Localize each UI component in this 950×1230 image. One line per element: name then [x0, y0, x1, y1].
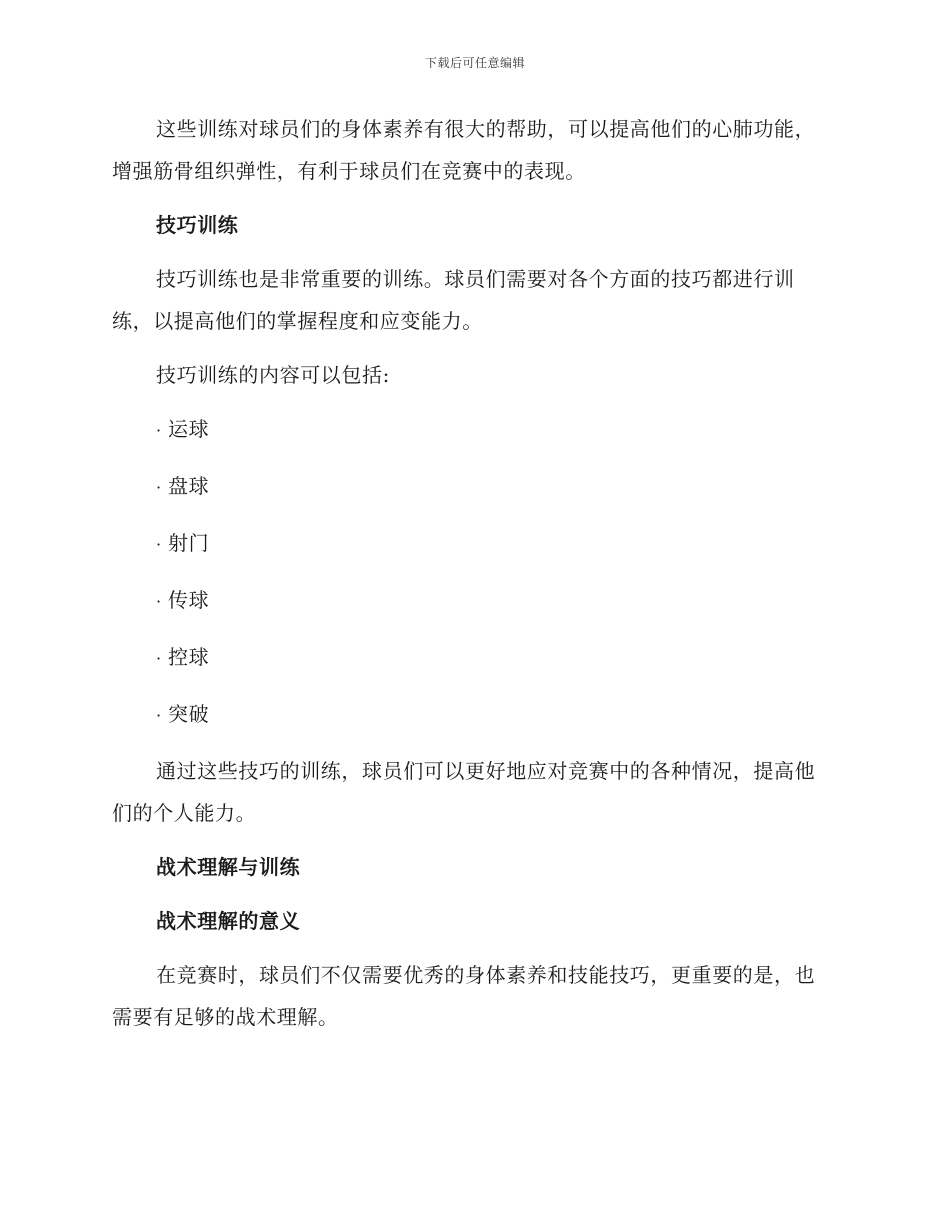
bullet-icon: ·	[156, 478, 162, 497]
list-item	[156, 522, 830, 566]
paragraph-skill-outcome: 通过这些技巧的训练，球员们可以更好地应对竞赛中的各种情况，提高他们的个人能力。	[112, 759, 816, 825]
paragraph-fitness-benefits: 这些训练对球员们的身体素养有很大的帮助，可以提高他们的心肺功能，增强筋骨组织弹性，有利于球员们在竞赛中的表现。	[112, 117, 816, 183]
list-item-text: 射门	[168, 531, 210, 555]
list-item	[156, 579, 830, 623]
list-item-text: 控球	[168, 645, 210, 669]
bullet-icon: ·	[156, 535, 162, 554]
heading-tactical-meaning: 战术理解的意义	[156, 909, 301, 933]
bullet-icon: ·	[156, 421, 162, 440]
paragraph-tactical-understanding: 在竞赛时，球员们不仅需要优秀的身体素养和技能技巧，更重要的是，也需要有足够的战术理解。	[112, 963, 816, 1029]
list-item-text: 突破	[168, 702, 210, 726]
skill-list	[112, 408, 830, 737]
list-item	[156, 693, 830, 737]
bullet-icon: ·	[156, 592, 162, 611]
heading-tactical-training: 战术理解与训练	[156, 855, 301, 879]
list-item-text: 传球	[168, 588, 210, 612]
bullet-icon: ·	[156, 706, 162, 725]
paragraph-skill-contents-intro: 技巧训练的内容可以包括:	[156, 363, 390, 387]
list-item	[156, 408, 830, 452]
list-item-text: 盘球	[168, 474, 210, 498]
list-item	[156, 465, 830, 509]
heading-skill-training: 技巧训练	[156, 213, 239, 237]
bullet-icon: ·	[156, 649, 162, 668]
page-header: 下载后可任意编辑	[424, 56, 525, 70]
paragraph-skill-importance: 技巧训练也是非常重要的训练。球员们需要对各个方面的技巧都进行训练，以提高他们的掌握程度和应变能力。	[112, 267, 795, 333]
list-item-text: 运球	[168, 417, 210, 441]
list-item	[156, 636, 830, 680]
document-body	[112, 108, 830, 1050]
